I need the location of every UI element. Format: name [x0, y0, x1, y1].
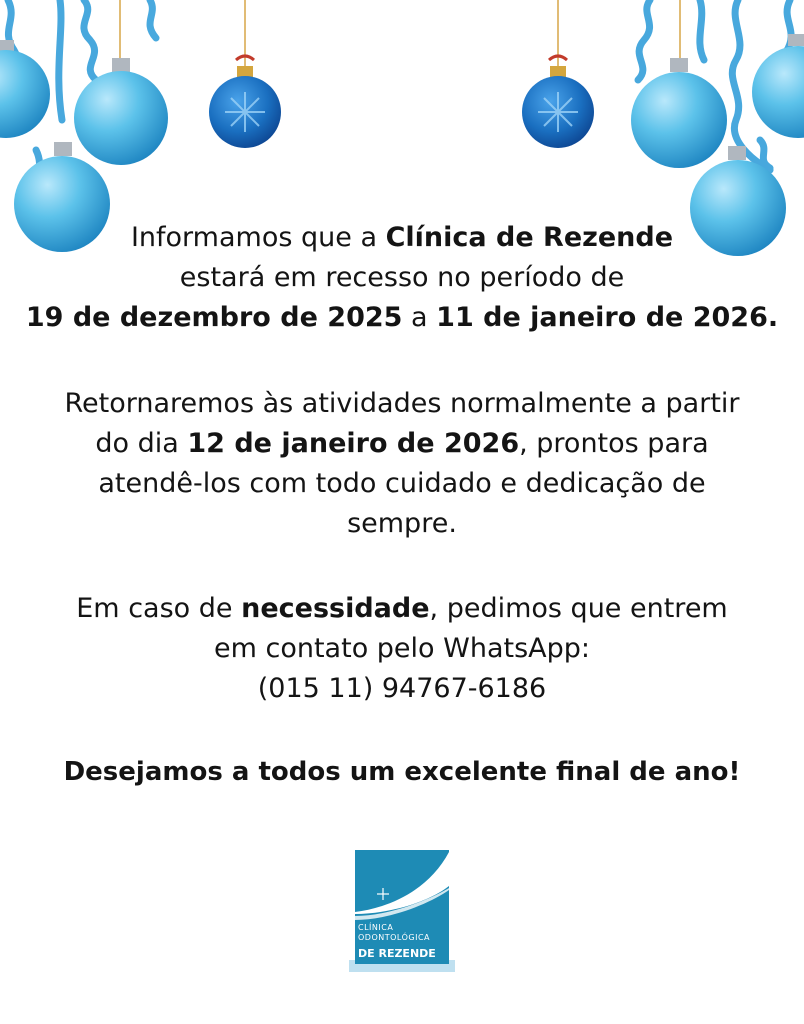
christmas-ornament-icon: [522, 56, 594, 148]
logo-text: DE REZENDE: [358, 947, 436, 960]
text-line: sempre.: [347, 508, 457, 539]
christmas-ornament-icon: [752, 34, 804, 138]
christmas-ornament-icon: [0, 40, 50, 138]
text-segment: , pedimos que entrem: [429, 593, 728, 624]
logo-text: CLÍNICA: [358, 923, 394, 932]
recess-end-date: 11 de janeiro de 2026.: [436, 302, 779, 333]
snowflake-icon: [538, 92, 578, 132]
text-line: estará em recesso no período de: [179, 262, 625, 293]
return-date: 12 de janeiro de 2026: [187, 428, 520, 459]
greeting: Desejamos a todos um excelente final de ano!: [63, 757, 741, 787]
logo-text: ODONTOLÓGICA: [358, 933, 431, 942]
text-line: em contato pelo WhatsApp:: [214, 633, 590, 664]
clinic-name: Clínica de Rezende: [385, 222, 674, 253]
text-segment: do dia: [95, 428, 188, 459]
text-segment: a: [402, 302, 437, 333]
contact-info: [0, 589, 804, 709]
text-line: Retornaremos às atividades normalmente a partir: [64, 388, 740, 419]
christmas-ornament-icon: [209, 56, 281, 148]
recess-start-date: 19 de dezembro de 2025: [25, 302, 403, 333]
snowflake-icon: [225, 92, 265, 132]
text-segment: Em caso de: [76, 593, 242, 624]
clinic-logo: [349, 850, 455, 972]
emphasis-word: necessidade: [241, 593, 430, 624]
recess-announcement: [0, 218, 804, 338]
text-segment: , prontos para: [519, 428, 709, 459]
text-segment: Informamos que a: [130, 222, 386, 253]
text-line: atendê-los com todo cuidado e dedicação de: [98, 468, 706, 499]
return-announcement: [0, 384, 804, 544]
whatsapp-number: (015 11) 94767-6186: [257, 673, 547, 704]
